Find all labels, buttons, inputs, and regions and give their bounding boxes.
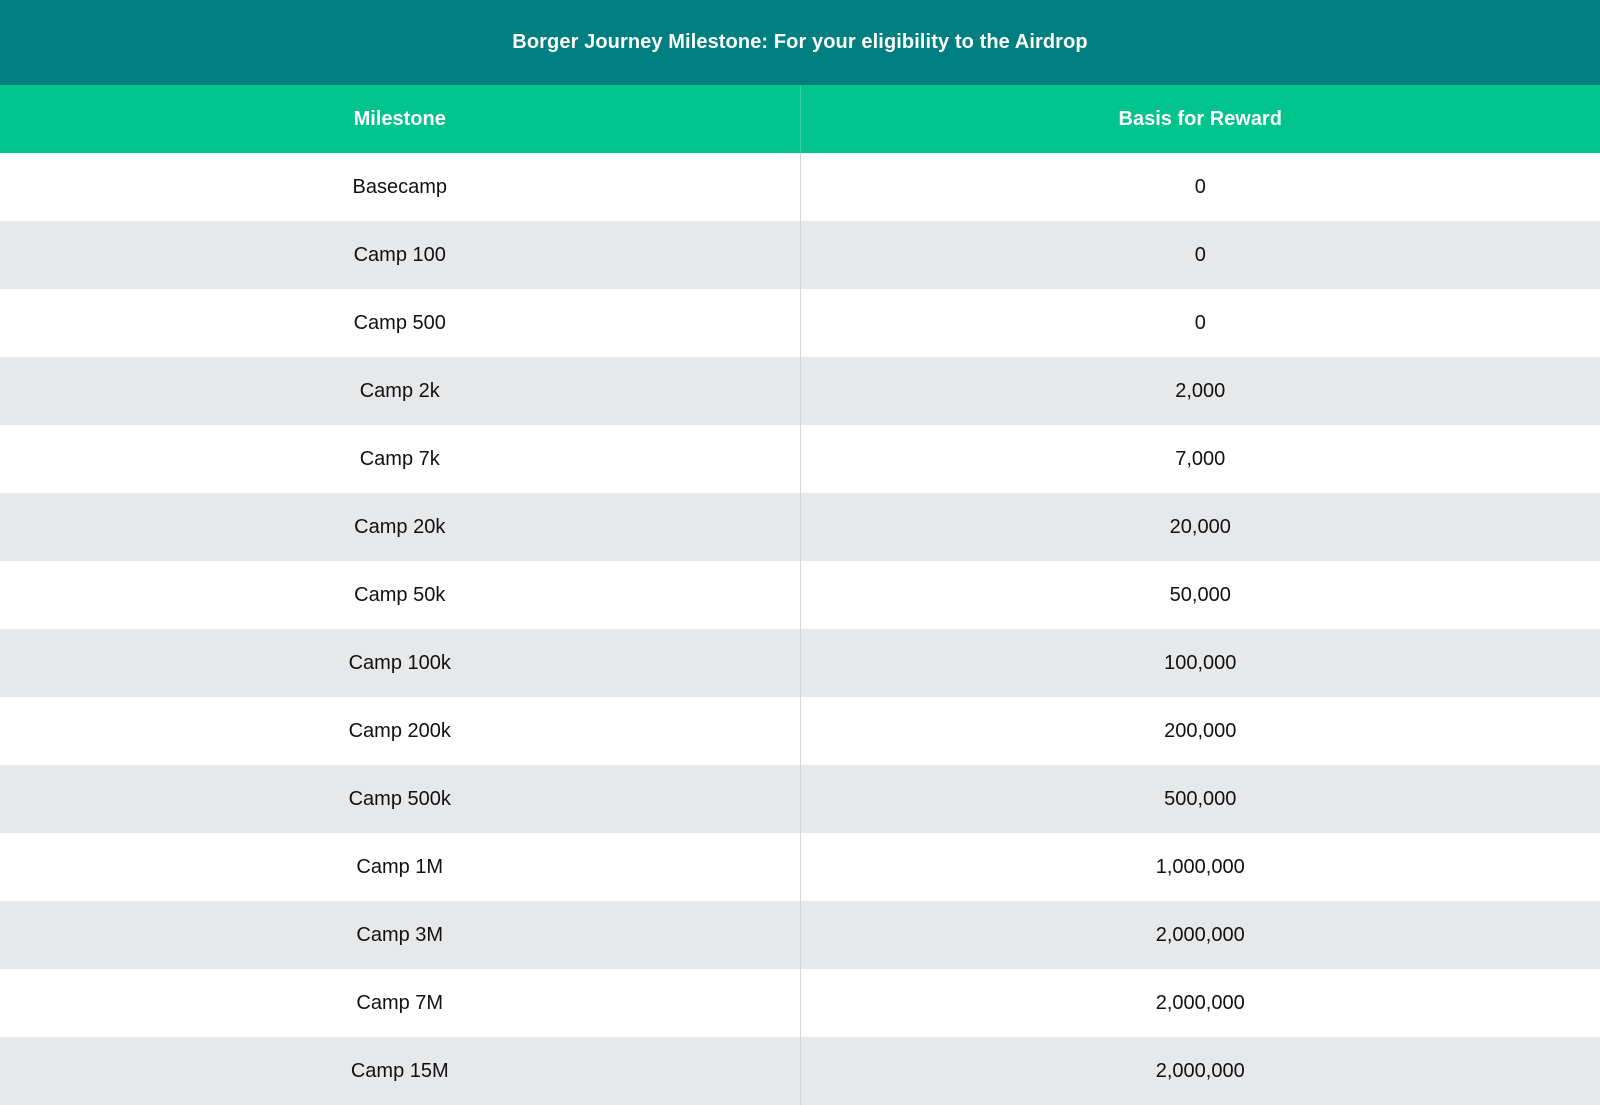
milestone-cell: Camp 50k: [0, 561, 800, 629]
reward-cell: 0: [800, 221, 1600, 289]
milestone-cell: Camp 500: [0, 289, 800, 357]
table-row: [0, 765, 1600, 833]
table-row: [0, 629, 1600, 697]
table-row: [0, 833, 1600, 901]
header-basis-for-reward: Basis for Reward: [1118, 107, 1282, 130]
table-row: [0, 425, 1600, 493]
table-row: [0, 493, 1600, 561]
table-row: [0, 357, 1600, 425]
milestone-table: [0, 85, 1600, 1105]
table-row: [0, 901, 1600, 969]
reward-cell: 50,000: [800, 561, 1600, 629]
reward-cell: 2,000: [800, 357, 1600, 425]
milestone-cell: Camp 7k: [0, 425, 800, 493]
milestone-cell: Camp 100k: [0, 629, 800, 697]
reward-cell: 1,000,000: [800, 833, 1600, 901]
table-row: [0, 697, 1600, 765]
milestone-cell: Camp 500k: [0, 765, 800, 833]
reward-cell: 2,000,000: [800, 969, 1600, 1037]
reward-cell: 2,000,000: [800, 901, 1600, 969]
reward-cell: 0: [800, 289, 1600, 357]
milestone-cell: Basecamp: [0, 153, 800, 221]
page-title: Borger Journey Milestone: For your eligibility to the Airdrop: [512, 31, 1088, 53]
milestone-cell: Camp 20k: [0, 493, 800, 561]
reward-cell: 2,000,000: [800, 1037, 1600, 1105]
milestone-cell: Camp 15M: [0, 1037, 800, 1105]
table-row: [0, 153, 1600, 221]
header-milestone: Milestone: [0, 85, 800, 153]
header-row: [0, 85, 1600, 153]
reward-cell: 7,000: [800, 425, 1600, 493]
table-row: [0, 1037, 1600, 1105]
table-header: [0, 85, 1600, 153]
title-bar: [0, 0, 1600, 85]
reward-cell: 500,000: [800, 765, 1600, 833]
reward-cell: 200,000: [800, 697, 1600, 765]
table-row: [0, 289, 1600, 357]
milestone-cell: Camp 1M: [0, 833, 800, 901]
reward-cell: 100,000: [800, 629, 1600, 697]
milestone-cell: Camp 7M: [0, 969, 800, 1037]
milestone-cell: Camp 100: [0, 221, 800, 289]
milestone-cell: Camp 2k: [0, 357, 800, 425]
table-body: [0, 153, 1600, 1105]
milestone-cell: Camp 200k: [0, 697, 800, 765]
table-row: [0, 221, 1600, 289]
milestone-cell: Camp 3M: [0, 901, 800, 969]
reward-cell: 0: [800, 153, 1600, 221]
table-row: [0, 969, 1600, 1037]
table-row: [0, 561, 1600, 629]
reward-cell: 20,000: [800, 493, 1600, 561]
